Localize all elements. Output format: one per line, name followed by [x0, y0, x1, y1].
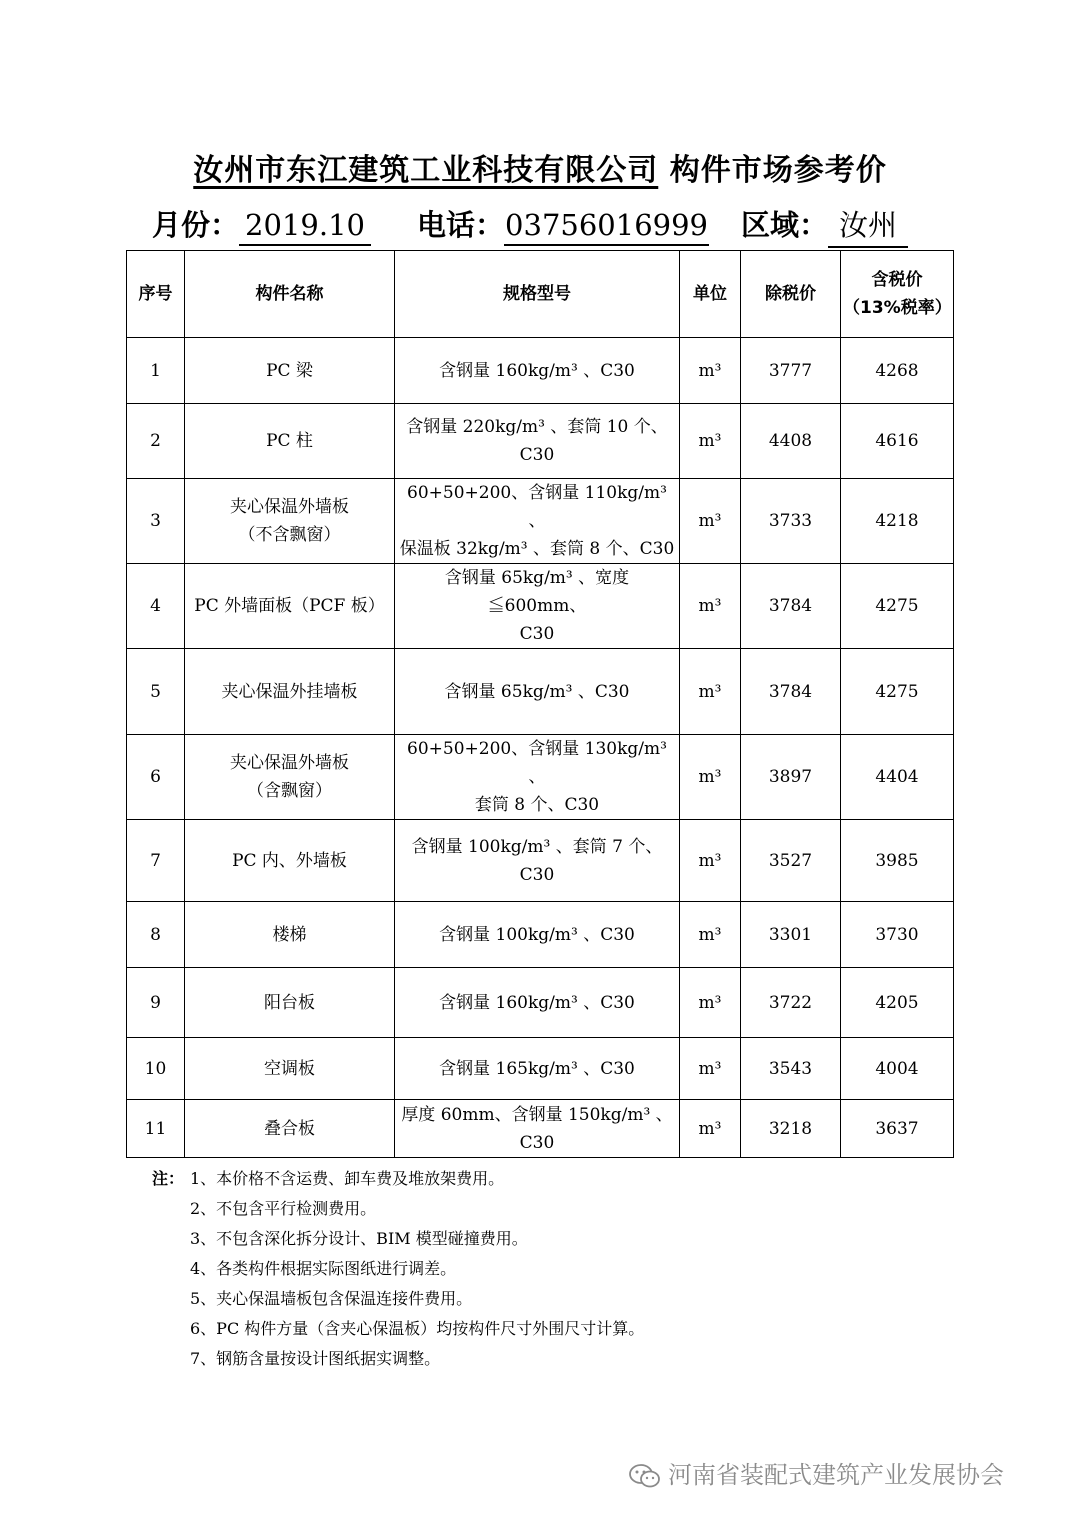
- row-name-text: PC 内、外墙板: [232, 850, 347, 871]
- phone-value: 03756016999: [504, 208, 709, 246]
- row-ex-tax-text: 3784: [768, 596, 813, 616]
- row-spec-text-line2: C30: [519, 445, 555, 465]
- header-unit: 单位: [680, 251, 741, 338]
- notes-lead: 注：: [152, 1169, 185, 1188]
- row-name-text: 阳台板: [264, 992, 315, 1013]
- row-name-text-line2: （含飘窗）: [247, 781, 332, 801]
- row-spec: [395, 404, 680, 479]
- month-value: 2019.10: [239, 208, 371, 246]
- row-unit: [680, 649, 741, 735]
- row-inc-tax: [841, 564, 954, 649]
- header-inc-tax: [841, 251, 954, 338]
- row-name: [185, 735, 395, 820]
- row-spec: [395, 735, 680, 820]
- row-name: [185, 968, 395, 1038]
- row-unit: [680, 338, 741, 404]
- row-name-text: 叠合板: [264, 1118, 315, 1139]
- row-spec-text: 含钢量 100kg/m³ 、C30: [439, 924, 635, 945]
- row-spec-text: 含钢量 165kg/m³ 、C30: [439, 1058, 635, 1079]
- watermark: [628, 1455, 1004, 1490]
- row-spec-text: 含钢量 100kg/m³ 、套筒 7 个、: [411, 836, 663, 857]
- row-inc-tax: [841, 649, 954, 735]
- row-spec-text-line2: 套筒 8 个、C30: [474, 795, 600, 815]
- row-ex-tax-text: 3733: [768, 511, 813, 531]
- row-inc-tax: [841, 735, 954, 820]
- table-row: [127, 338, 954, 404]
- row-no: [127, 649, 185, 735]
- row-ex-tax-text: 3722: [768, 992, 813, 1013]
- row-unit: [680, 968, 741, 1038]
- row-inc-tax-text: 3730: [875, 924, 919, 945]
- header-name: 构件名称: [185, 251, 395, 338]
- row-name: [185, 649, 395, 735]
- row-spec: [395, 968, 680, 1038]
- row-unit-text: m³: [698, 431, 722, 451]
- table-row: [127, 649, 954, 735]
- row-no-text: 6: [150, 767, 161, 787]
- table-header-row: [127, 251, 954, 338]
- row-spec-text: 含钢量 220kg/m³ 、套筒 10 个、: [406, 417, 668, 437]
- row-spec: [395, 820, 680, 902]
- row-no: [127, 404, 185, 479]
- row-name: [185, 902, 395, 968]
- row-unit-text: m³: [698, 511, 722, 531]
- row-spec: [395, 479, 680, 564]
- row-no: [127, 338, 185, 404]
- table-row: [127, 479, 954, 564]
- row-spec: [395, 564, 680, 649]
- row-ex-tax: [741, 735, 841, 820]
- row-spec-text: 含钢量 160kg/m³ 、C30: [439, 360, 635, 381]
- row-ex-tax-text: 3777: [768, 360, 813, 381]
- row-no: [127, 1038, 185, 1100]
- row-unit-text: m³: [698, 924, 722, 945]
- row-unit-text: m³: [698, 596, 722, 616]
- row-no: [127, 902, 185, 968]
- row-unit: [680, 404, 741, 479]
- table-row: [127, 564, 954, 649]
- row-no: [127, 479, 185, 564]
- page-title: [0, 145, 1080, 189]
- row-spec-text: 60+50+200、含钢量 130kg/m³ 、: [407, 739, 667, 787]
- row-unit-text: m³: [698, 1118, 722, 1139]
- row-unit: [680, 479, 741, 564]
- row-inc-tax: [841, 338, 954, 404]
- row-no-text: 3: [150, 511, 161, 531]
- row-no-text: 4: [150, 596, 161, 616]
- table-row: [127, 968, 954, 1038]
- row-no: [127, 1100, 185, 1158]
- notes: [152, 1164, 644, 1374]
- row-inc-tax-text: 4404: [875, 767, 919, 787]
- row-name: [185, 404, 395, 479]
- watermark-text: 河南省装配式建筑产业发展协会: [668, 1461, 1004, 1489]
- table-row: [127, 735, 954, 820]
- row-no-text: 7: [150, 850, 161, 871]
- row-name-text: PC 外墙面板（PCF 板）: [194, 596, 385, 616]
- row-spec-text-line2: C30: [519, 864, 555, 885]
- row-inc-tax-text: 4218: [875, 511, 919, 531]
- row-inc-tax-text: 3637: [875, 1118, 919, 1139]
- header-spec: 规格型号: [395, 251, 680, 338]
- row-spec-text-line2: 保温板 32kg/m³ 、套筒 8 个、C30: [399, 539, 675, 559]
- area-label: 区域：: [741, 208, 829, 242]
- row-ex-tax: [741, 902, 841, 968]
- row-spec-text: 含钢量 65kg/m³ 、C30: [444, 681, 630, 702]
- row-no: [127, 820, 185, 902]
- wechat-icon: [628, 1463, 662, 1489]
- row-spec: [395, 1100, 680, 1158]
- row-ex-tax-text: 3543: [768, 1058, 813, 1079]
- row-inc-tax-text: 3985: [875, 850, 919, 871]
- row-ex-tax-text: 3897: [768, 767, 813, 787]
- row-unit-text: m³: [698, 681, 722, 702]
- table-row: [127, 820, 954, 902]
- row-ex-tax: [741, 820, 841, 902]
- row-inc-tax-text: 4268: [875, 360, 919, 381]
- row-unit-text: m³: [698, 992, 722, 1013]
- row-unit-text: m³: [698, 1058, 722, 1079]
- company-name: 汝州市东江建筑工业科技有限公司: [193, 153, 659, 188]
- row-name-text: 夹心保温外挂墙板: [221, 681, 358, 702]
- row-inc-tax: [841, 1100, 954, 1158]
- header-ex-tax: 除税价: [741, 251, 841, 338]
- row-name: [185, 820, 395, 902]
- row-no: [127, 564, 185, 649]
- meta-line: [152, 203, 908, 248]
- header-inc-tax-note: （13%税率）: [843, 298, 952, 318]
- row-inc-tax: [841, 479, 954, 564]
- row-spec: [395, 649, 680, 735]
- note-item: 5、夹心保温墙板包含保温连接件费用。: [190, 1289, 473, 1308]
- row-name-text: 夹心保温外墙板: [230, 753, 349, 773]
- row-no: [127, 968, 185, 1038]
- row-unit: [680, 820, 741, 902]
- row-no-text: 9: [150, 992, 161, 1013]
- row-ex-tax: [741, 338, 841, 404]
- row-unit: [680, 564, 741, 649]
- header-inc-tax-label: 含税价: [871, 270, 923, 290]
- row-name-text: 空调板: [264, 1058, 315, 1079]
- row-unit: [680, 1100, 741, 1158]
- row-ex-tax: [741, 1038, 841, 1100]
- row-inc-tax: [841, 404, 954, 479]
- note-item: 1、本价格不含运费、卸车费及堆放架费用。: [190, 1169, 505, 1188]
- row-no-text: 11: [144, 1118, 167, 1139]
- area-value: 汝州: [828, 203, 908, 248]
- row-unit-text: m³: [698, 850, 722, 871]
- price-table: [126, 250, 954, 1158]
- row-ex-tax: [741, 968, 841, 1038]
- row-name: [185, 1038, 395, 1100]
- row-name: [185, 1100, 395, 1158]
- row-unit-text: m³: [698, 767, 722, 787]
- row-spec: [395, 338, 680, 404]
- row-spec-text: 含钢量 160kg/m³ 、C30: [439, 992, 635, 1013]
- row-inc-tax: [841, 968, 954, 1038]
- header-no: 序号: [127, 251, 185, 338]
- row-inc-tax: [841, 820, 954, 902]
- row-ex-tax: [741, 479, 841, 564]
- row-unit: [680, 735, 741, 820]
- row-no: [127, 735, 185, 820]
- row-inc-tax: [841, 1038, 954, 1100]
- row-ex-tax: [741, 649, 841, 735]
- row-spec-text: 60+50+200、含钢量 110kg/m³ 、: [407, 483, 667, 531]
- row-unit: [680, 1038, 741, 1100]
- row-ex-tax-text: 3784: [768, 681, 813, 702]
- row-name-text: 夹心保温外墙板: [230, 497, 349, 517]
- row-inc-tax-text: 4004: [875, 1058, 919, 1079]
- phone-label: 电话：: [417, 208, 505, 242]
- row-spec-text: 含钢量 65kg/m³ 、宽度≦600mm、: [444, 568, 630, 616]
- row-ex-tax-text: 3527: [768, 850, 813, 871]
- row-inc-tax-text: 4205: [875, 992, 919, 1013]
- row-inc-tax-text: 4275: [875, 681, 919, 702]
- row-spec-text: 厚度 60mm、含钢量 150kg/m³ 、C30: [401, 1104, 673, 1153]
- row-inc-tax-text: 4616: [875, 431, 919, 451]
- table-row: [127, 1038, 954, 1100]
- row-name: [185, 564, 395, 649]
- row-unit-text: m³: [698, 360, 722, 381]
- note-item: 3、不包含深化拆分设计、BIM 模型碰撞费用。: [190, 1229, 528, 1248]
- row-ex-tax-text: 3301: [768, 924, 813, 945]
- row-spec: [395, 902, 680, 968]
- row-name-text: 楼梯: [272, 924, 307, 945]
- row-no-text: 5: [150, 681, 161, 702]
- table-row: [127, 1100, 954, 1158]
- row-ex-tax: [741, 404, 841, 479]
- row-unit: [680, 902, 741, 968]
- row-spec: [395, 1038, 680, 1100]
- row-inc-tax: [841, 902, 954, 968]
- row-ex-tax-text: 4408: [768, 431, 813, 451]
- row-spec-text-line2: C30: [519, 624, 555, 644]
- month-label: 月份：: [152, 208, 240, 242]
- row-no-text: 8: [150, 924, 161, 945]
- row-no-text: 2: [150, 431, 161, 451]
- table-row: [127, 902, 954, 968]
- note-item: 6、PC 构件方量（含夹心保温板）均按构件尺寸外围尺寸计算。: [190, 1319, 645, 1338]
- row-name-text: PC 柱: [266, 431, 313, 451]
- row-ex-tax-text: 3218: [768, 1118, 813, 1139]
- table-row: [127, 404, 954, 479]
- row-inc-tax-text: 4275: [875, 596, 919, 616]
- row-ex-tax: [741, 1100, 841, 1158]
- row-no-text: 1: [150, 360, 161, 381]
- note-item: 7、钢筋含量按设计图纸据实调整。: [190, 1349, 441, 1368]
- note-item: 2、不包含平行检测费用。: [190, 1199, 377, 1218]
- row-no-text: 10: [144, 1058, 167, 1079]
- note-item: 4、各类构件根据实际图纸进行调差。: [190, 1259, 457, 1278]
- row-ex-tax: [741, 564, 841, 649]
- row-name: [185, 479, 395, 564]
- row-name-text: PC 梁: [266, 360, 313, 381]
- row-name: [185, 338, 395, 404]
- title-suffix: 构件市场参考价: [658, 153, 887, 188]
- row-name-text-line2: （不含飘窗）: [238, 525, 341, 545]
